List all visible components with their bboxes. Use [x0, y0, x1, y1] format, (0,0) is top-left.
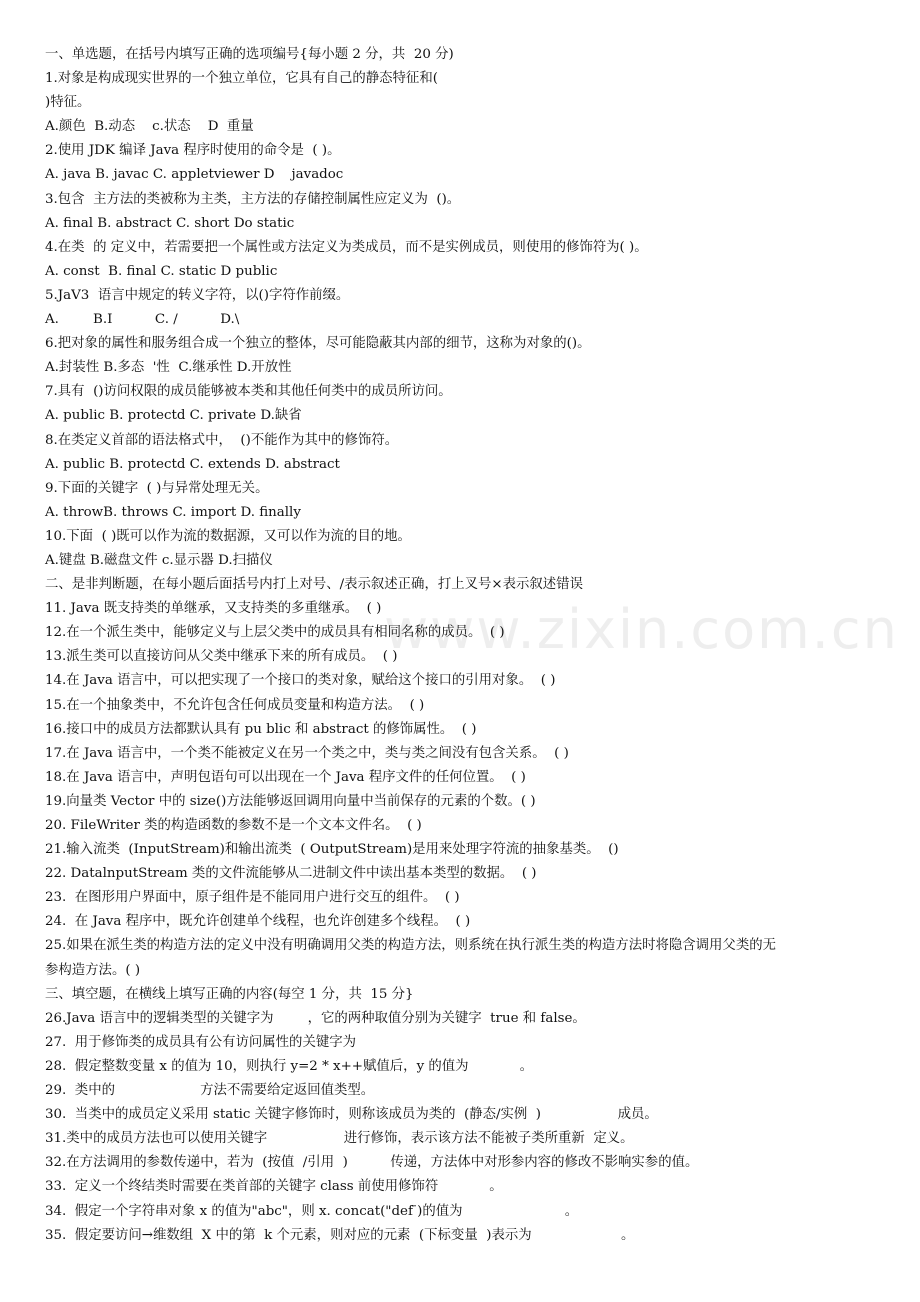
text-line: 14.在 Java 语言中，可以把实现了一个接口的类对象，赋给这个接口的引用对象。 ( ): [45, 673, 556, 689]
text-line: 31.类中的成员方法也可以使用关键字 进行修饰，表示该方法不能被子类所重新 定义。: [45, 1131, 634, 1147]
text-line: 一、单选题，在括号内填写正确的选项编号{每小题 2 分，共 20 分): [45, 47, 454, 62]
text-line: 22. DatalnputStream 类的文件流能够从二进制文件中读出基本类型的数据。 ( ): [45, 866, 537, 882]
text-line: 二、是非判断题，在每小题后面括号内打上对号、/表示叙述正确，打上叉号×表示叙述错误: [45, 577, 583, 593]
text-line: A. const B. final C. static D public: [45, 263, 278, 279]
text-line: 6.把对象的属性和服务组合成一个独立的整体，尽可能隐蔽其内部的细节，这称为对象的()。: [45, 336, 591, 352]
text-line: A. public B. protectd C. extends D. abstract: [45, 456, 340, 472]
text-line: 28. 假定整数变量 x 的值为 10，则执行 y=2 * x++赋值后，y 的值为 。: [45, 1058, 534, 1074]
text-line: 3.包含 主方法的类被称为主类，主方法的存储控制属性应定义为 ()。: [45, 191, 461, 207]
text-line: A. public B. protectd C. private D.缺省: [45, 408, 302, 424]
text-line: A. final B. abstract C. short Do static: [45, 215, 295, 231]
text-line: 5.JaV3 语言中规定的转义字符，以()字符作前缀。: [45, 287, 350, 303]
text-line: 35. 假定要访问→维数组 X 中的第 k 个元素，则对应的元素 (下标变量 )表示为 。: [45, 1227, 635, 1243]
text-line: 11. Java 既支持类的单继承，又支持类的多重继承。 ( ): [45, 601, 382, 617]
text-line: 1.对象是构成现实世界的一个独立单位，它具有自己的静态特征和(: [45, 71, 438, 87]
text-line: 10.下面 ( )既可以作为流的数据源，又可以作为流的目的地。: [45, 528, 411, 544]
text-line: 27. 用于修饰类的成员具有公有访问属性的关键字为: [45, 1034, 357, 1050]
text-line: 29. 类中的 方法不需要给定返回值类型。: [45, 1083, 375, 1099]
text-line: 24. 在 Java 程序中，既允许创建单个线程，也允许创建多个线程。 ( ): [45, 914, 471, 930]
text-line: 18.在 Java 语言中，声明包语句可以出现在一个 Java 程序文件的任何位置。 ( ): [45, 769, 526, 785]
text-line: 21.输入流类 (InputStream)和输出流类 ( OutputStream)是用来处理字符流的抽象基类。 (): [45, 842, 619, 858]
text-line: A.颜色 B.动态 c.状态 D 重量: [45, 119, 254, 135]
text-line: A. java B. javac C. appletviewer D javadoc: [45, 167, 344, 183]
text-line: 2.使用 JDK 编译 Java 程序时使用的命令是 ( )。: [45, 143, 341, 159]
text-line: 12.在一个派生类中，能够定义与上层父类中的成员具有相同名称的成员。 ( ): [45, 625, 505, 641]
text-line: 34. 假定一个字符串对象 x 的值为"abc"，则 x. concat("def ̈)的值为 。: [45, 1203, 579, 1219]
text-line: A. B.I C. / D.\: [45, 312, 240, 328]
text-line: 9.下面的关键字 ( )与异常处理无关。: [45, 480, 269, 496]
text-line: 三、填空题，在横线上填写正确的内容(每空 1 分，共 15 分}: [45, 986, 414, 1002]
text-line: 8.在类定义首部的语法格式中， ()不能作为其中的修饰符。: [45, 432, 399, 448]
text-line: 参构造方法。( ): [45, 962, 141, 978]
text-line: 15.在一个抽象类中，不允许包含任何成员变量和构造方法。 ( ): [45, 697, 425, 713]
text-line: 30. 当类中的成员定义采用 static 关键字修饰时，则称该成员为类的 (静态/实例 ) 成员。: [45, 1107, 658, 1123]
text-line: 16.接口中的成员方法都默认具有 pu blic 和 abstract 的修饰属性。 ( ): [45, 721, 477, 737]
text-line: 7.具有 ()访问权限的成员能够被本类和其他任何类中的成员所访问。: [45, 384, 452, 400]
text-line: 33. 定义一个终结类时需要在类首部的关键字 class 前使用修饰符 。: [45, 1179, 503, 1195]
text-line: 4.在类 的 定义中，若需要把一个属性或方法定义为类成员，而不是实例成员，则使用的修饰符为( )。: [45, 239, 648, 255]
text-line: 32.在方法调用的参数传递中，若为 (按值 /引用 ) 传递，方法体中对形参内容的修改不影响实参的值。: [45, 1155, 699, 1171]
text-line: A. throwB. throws C. import D. finally: [45, 504, 301, 520]
text-line: A.封装性 B.多态 '性 C.继承性 D.开放性: [45, 360, 292, 376]
text-line: )特征。: [45, 95, 91, 111]
text-line: 26.Java 语言中的逻辑类型的关键字为 ，它的两种取值分别为关键字 true 和 false。: [45, 1010, 586, 1026]
text-line: 13.派生类可以直接访问从父类中继承下来的所有成员。 ( ): [45, 649, 398, 665]
text-line: 17.在 Java 语言中，一个类不能被定义在另一个类之中，类与类之间没有包含关系。 ( ): [45, 745, 569, 761]
text-line: 23. 在图形用户界面中，原子组件是不能同用户进行交互的组件。 ( ): [45, 890, 460, 906]
document-body: [45, 43, 885, 1248]
text-line: 19.向量类 Vector 中的 size()方法能够返回调用向量中当前保存的元素的个数。( ): [45, 793, 536, 809]
text-line: 25.如果在派生类的构造方法的定义中没有明确调用父类的构造方法，则系统在执行派生类的构造方法时将隐含调用父类的无: [45, 938, 776, 954]
watermark: www.zixin.com.cn: [384, 598, 899, 661]
text-line: 20. FileWriter 类的构造函数的参数不是一个文本文件名。 ( ): [45, 818, 422, 833]
text-line: A.键盘 B.磁盘文件 c.显示器 D.扫描仪: [45, 552, 273, 568]
